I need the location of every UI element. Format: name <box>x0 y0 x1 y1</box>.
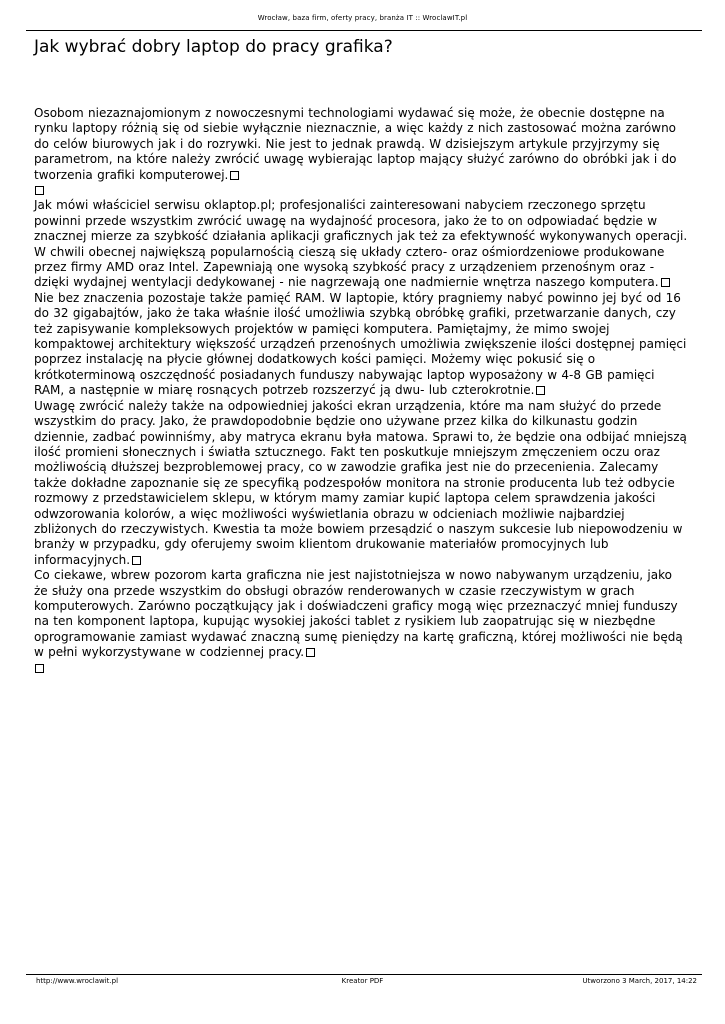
paragraph-4-text: Uwagę zwrócić należy także na odpowiedniej jakości ekran urządzenia, które ma nam służyć do przede wszystkim do pracy. Jako, że prawdopodobnie będzie ono używane przez kilka do kilkunastu godzin dziennie, zadbać powinniśmy, aby matryca ekranu była matowa. Sprawi to, że będzie ona odbijać mniejszą ilość promieni słonecznych i światła sztucznego. Fakt ten poskutkuje mniejszym zmęczeniem oczu oraz możliwością dłuższej bezproblemowej pracy, co w zawodzie grafika jest nie do przecenienia. Zalecamy także dokładne zapoznanie się ze specyfiką podzespołów monitora na stronie producenta lub też odbycie rozmowy z przedstawicielem sklepu, w którym mamy zamiar kupić laptopa celem sprawdzenia jakości odwzorowania kolorów, a więc możliwości wyświetlania obrazu w odcieniach możliwie najbardziej zbliżonych do rzeczywistych. Kwestia ta może bowiem przesądzić o naszym sukcesie lub niepowodzeniu w branży w przypadku, gdy oferujemy swoim klientom drukowanie materiałów promocyjnych lub informacyjnych. <box>34 398 687 567</box>
missing-glyph-line <box>34 661 44 676</box>
header-rule <box>26 30 702 31</box>
missing-glyph-icon <box>35 186 44 195</box>
footer-created-date: Utworzono 3 March, 2017, 14:22 <box>582 977 697 985</box>
page-header: Wrocław, baza firm, oferty pracy, branża IT :: WroclawIT.pl <box>257 14 468 22</box>
paragraph-1-text: Osobom niezaznajomionym z nowoczesnymi technologiami wydawać się może, że obecnie dostępne na rynku laptopy różnią się od siebie wyłącznie nieznacznie, a więc każdy z nich zastosować można zarówno do celów biurowych jak i do rozrywki. Nie jest to jednak prawdą. W dzisiejszym artykule przyjrzymy się parametrom, na które należy zwrócić uwagę wybierając laptop mający służyć zarówno do obróbki jak i do tworzenia grafiki komputerowej. <box>34 106 677 182</box>
paragraph-2-text: Jak mówi właściciel serwisu oklaptop.pl; profesjonaliści zainteresowani nabyciem rzeczonego sprzętu powinni przede wszystkim zwrócić uwagę na wydajność procesora, jako że to on odpowiadać będzie w znacznej mierze za szybkość działania aplikacji graficznych jak też za efektywność wykonywanych operacji. W chwili obecnej największą popularnością cieszą się układy cztero- oraz ośmiordzeniowe produkowane przez firmy AMD oraz Intel. Zapewniają one wysoką szybkość pracy z urządzeniem przenośnym oraz - dzięki wydajnej wentylacji dedykowanej - nie nagrzewają one nadmiernie wnętrza naszego komputera. <box>34 198 688 290</box>
missing-glyph-icon <box>230 171 239 180</box>
missing-glyph-icon <box>35 664 44 673</box>
missing-glyph-line <box>34 183 44 198</box>
missing-glyph-icon <box>306 648 315 657</box>
paragraph-5-text: Co ciekawe, wbrew pozorom karta graficzna nie jest najistotniejsza w nowo nabywanym urządzeniu, jako że służy ona przede wszystkim do obsługi obrazów renderowanych w czasie rzeczywistym w grach komputerowych. Zarówno początkujący jak i doświadczeni graficy mogą więc przeznaczyć mniej funduszy na ten komponent laptopa, kupując wysokiej jakości tablet z rysikiem lub zaopatrując się w niezbędne oprogramowanie zamiast wydawać znaczną sumę pieniędzy na kartę graficzną, której możliwości nie będą w pełni wykorzystywane w codziennej pracy. <box>34 568 683 660</box>
paragraph-3 <box>34 291 689 399</box>
missing-glyph-icon <box>661 278 670 287</box>
paragraph-3-text: Nie bez znaczenia pozostaje także pamięć RAM. W laptopie, który pragniemy nabyć powinno jej być od 16 do 32 gigabajtów, jako że taka właśnie ilość umożliwia szybką obróbkę grafiki, przetwarzanie danych, czy też zapisywanie kompleksowych projektów w pamięci komputera. Pamiętajmy, że mimo swojej kompaktowej architektury większość urządzeń przenośnych umożliwia zwiększenie ilości dostępnej pamięci poprzez instalację na płycie głównej dodatkowych kości pamięci. Możemy więc pokusić się o krótkoterminową oszczędność posiadanych funduszy nabywając laptop wyposażony w 4-8 GB pamięci RAM, a następnie w miarę rosnących potrzeb rozszerzyć ją dwu- lub czterokrotnie. <box>34 290 687 398</box>
article-title: Jak wybrać dobry laptop do pracy grafika? <box>34 37 393 57</box>
paragraph-1 <box>34 106 689 183</box>
footer-generator: Kreator PDF <box>341 977 384 985</box>
paragraph-5 <box>34 568 689 660</box>
paragraph-4 <box>34 399 689 568</box>
footer-rule <box>26 974 702 975</box>
footer-url: http://www.wroclawit.pl <box>36 977 119 985</box>
missing-glyph-icon <box>132 556 141 565</box>
missing-glyph-icon <box>536 386 545 395</box>
article-body <box>34 106 689 676</box>
paragraph-2 <box>34 198 689 290</box>
